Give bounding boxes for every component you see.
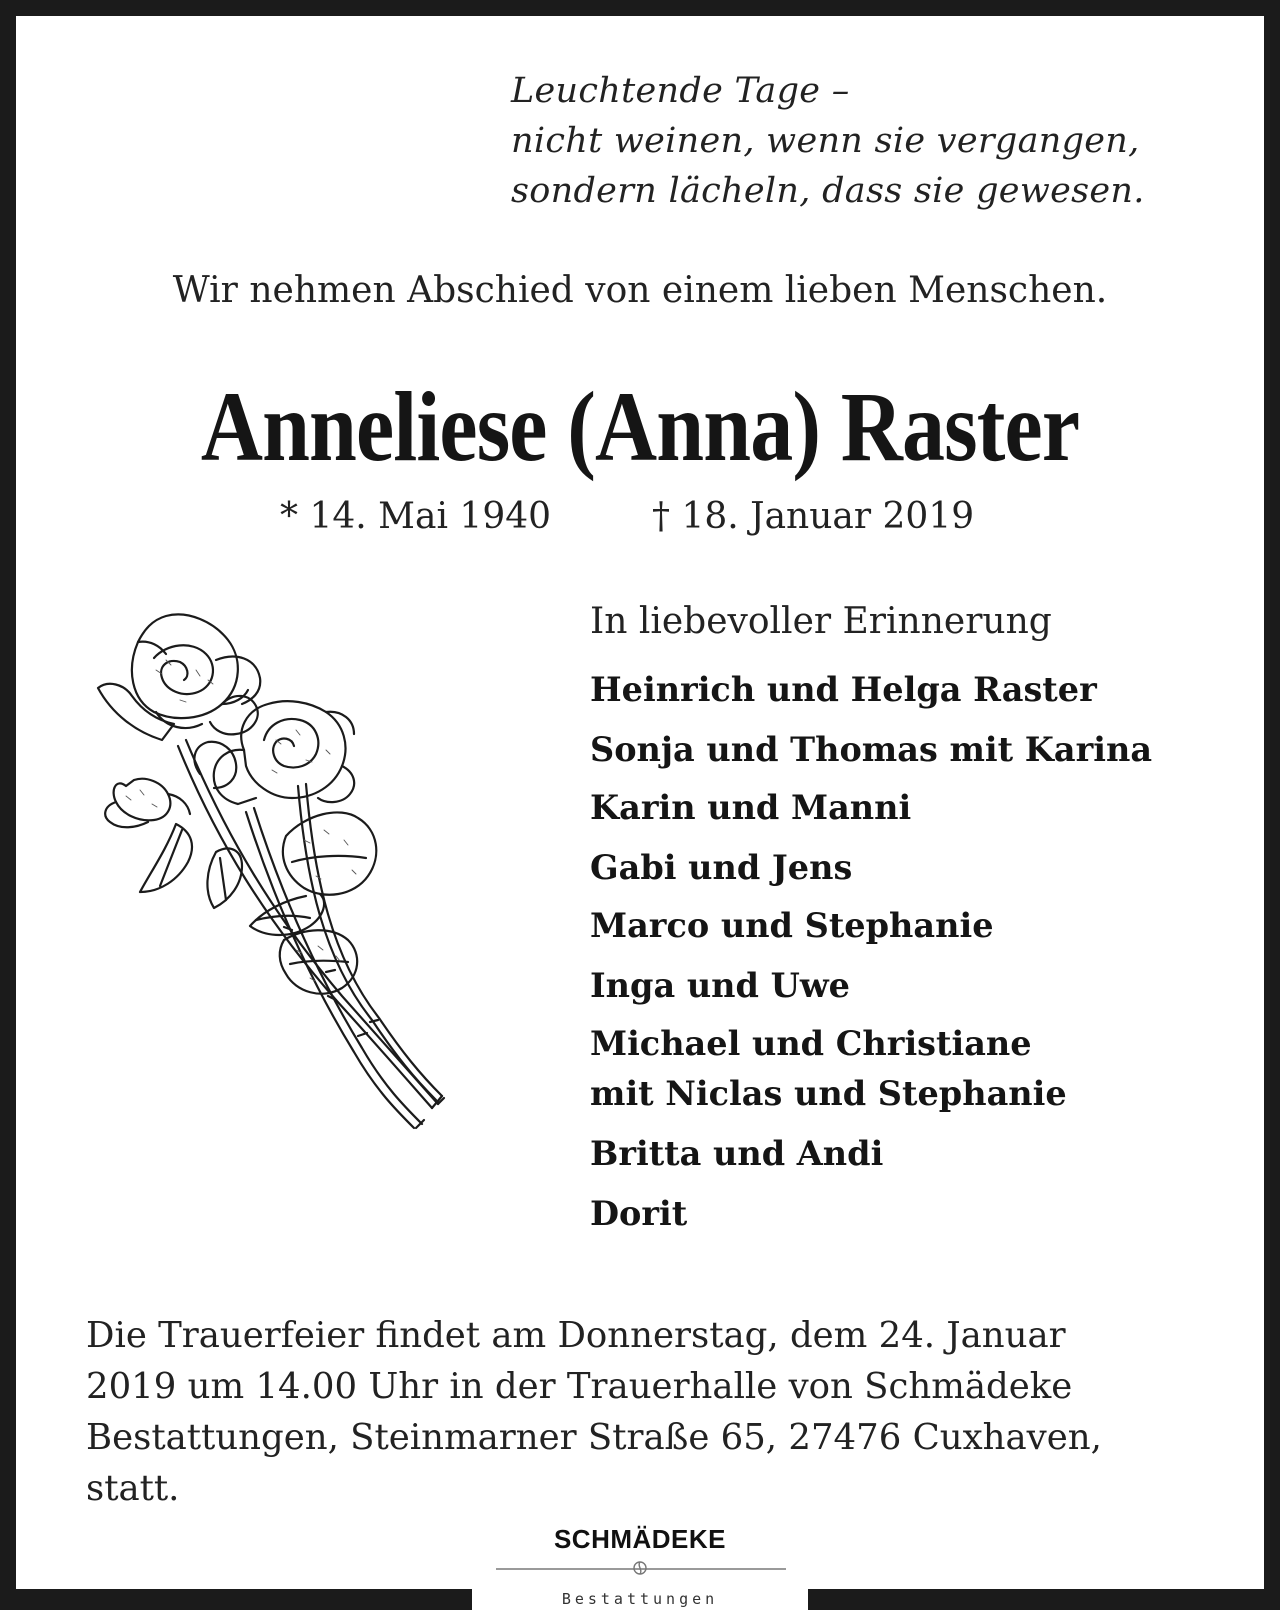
service-line: statt. bbox=[86, 1468, 180, 1509]
service-line: Bestattungen, Steinmarner Straße 65, 27476 Cuxhaven, bbox=[86, 1417, 1102, 1458]
logo-name: SCHMÄDEKE bbox=[553, 1524, 727, 1554]
memory-heading: In liebevoller Erinnerung bbox=[590, 601, 1052, 642]
logo-emblem-icon bbox=[630, 1558, 650, 1578]
birth-date: * 14. Mai 1940 bbox=[280, 496, 552, 537]
mourner-line: Britta und Andi bbox=[590, 1134, 884, 1173]
mourner-line: Inga und Uwe bbox=[590, 966, 850, 1005]
death-date: † 18. Januar 2019 bbox=[652, 496, 975, 537]
farewell-text: Wir nehmen Abschied von einem lieben Menschen. bbox=[172, 270, 1108, 311]
deceased-name: Anneliese (Anna) Raster bbox=[200, 371, 1080, 482]
bottom-border-right bbox=[808, 1589, 1280, 1610]
mourner-line: mit Niclas und Stephanie bbox=[590, 1074, 1067, 1113]
mourner-line: Sonja und Thomas mit Karina bbox=[590, 730, 1153, 769]
service-line: Die Trauerfeier findet am Donnerstag, dem 24. Januar bbox=[86, 1315, 1066, 1356]
poem-line: Leuchtende Tage – bbox=[511, 71, 850, 111]
funeral-home-logo bbox=[472, 1520, 808, 1610]
bottom-border-left bbox=[0, 1589, 472, 1610]
poem-line: sondern lächeln, dass sie gewesen. bbox=[511, 171, 1145, 211]
mourner-line: Gabi und Jens bbox=[590, 848, 853, 887]
poem bbox=[511, 66, 1145, 216]
service-notice bbox=[86, 1310, 1196, 1514]
service-line: 2019 um 14.00 Uhr in der Trauerhalle von Schmädeke bbox=[86, 1366, 1073, 1407]
mourner-line: Karin und Manni bbox=[590, 788, 912, 827]
mourner-line: Marco und Stephanie bbox=[590, 906, 994, 945]
rose-illustration-icon bbox=[96, 600, 456, 1160]
poem-line: nicht weinen, wenn sie vergangen, bbox=[511, 121, 1140, 161]
logo-subtitle: Bestattungen bbox=[561, 1590, 719, 1608]
mourner-line: Heinrich und Helga Raster bbox=[590, 670, 1097, 709]
mourner-line: Dorit bbox=[590, 1194, 688, 1233]
mourner-line: Michael und Christiane bbox=[590, 1024, 1032, 1063]
